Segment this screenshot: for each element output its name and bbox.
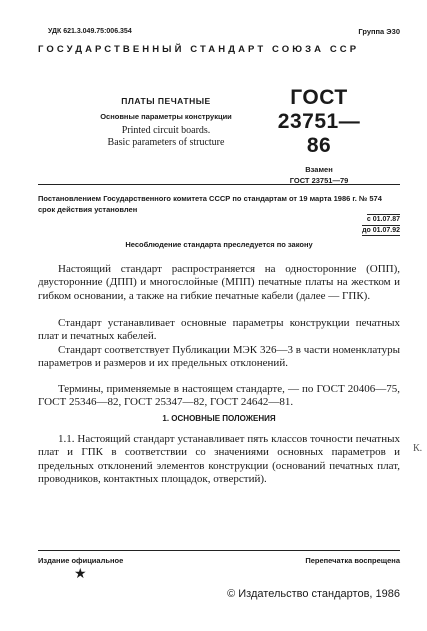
paragraph-parameters: Стандарт устанавливает основные параметры конструкции печатных плат и печатных кабелей. <box>38 317 400 343</box>
copyright-notice: © Издательство стандартов, 1986 <box>227 588 400 600</box>
paragraph-scope: Настоящий стандарт распространяется на односторонние (ОПП), двусторонние (ДПП) и многослойные (МПП) печатные платы на жестком и гибком основании, а также на гибкие печатные кабели (далее — ГПК). <box>38 263 400 302</box>
gost-label: ГОСТ <box>290 86 348 109</box>
standard-type-header: ГОСУДАРСТВЕННЫЙ СТАНДАРТ СОЮЗА ССР <box>38 44 360 55</box>
title-en: Printed circuit boards. <box>121 125 211 136</box>
bottom-divider <box>38 550 400 551</box>
decree-text: Постановлением Государственного комитета СССР по стандартам от 19 марта 1986 г. № 574 срок действия установлен <box>38 194 382 214</box>
reprint-prohibited-label: Перепечатка воспрещена <box>305 556 400 565</box>
subtitle-ru: Основные параметры конструкции <box>100 112 232 121</box>
group-code: Группа Э30 <box>358 27 400 36</box>
star-icon: ★ <box>74 567 87 582</box>
top-divider <box>38 184 400 185</box>
margin-handwritten-note: К. <box>413 443 423 454</box>
section-heading: 1. ОСНОВНЫЕ ПОЛОЖЕНИЯ <box>162 414 276 423</box>
udk-code: УДК 621.3.049.75:006.354 <box>48 28 132 35</box>
paragraph-terms: Термины, применяемые в настоящем стандарте, — по ГОСТ 20406—75, ГОСТ 25346—82, ГОСТ 25347—82, ГОСТ 24642—81. <box>38 383 400 409</box>
official-edition-label: Издание официальное <box>38 556 124 565</box>
replaces-label: Взамен <box>305 165 333 174</box>
gost-number: 23751—86 <box>277 110 361 157</box>
title-ru: ПЛАТЫ ПЕЧАТНЫЕ <box>121 96 211 106</box>
title-block <box>70 96 262 149</box>
legal-notice: Несоблюдение стандарта преследуется по закону <box>125 240 313 249</box>
validity-date-to: до 01.07.92 <box>362 227 400 234</box>
gost-block <box>268 86 370 185</box>
subtitle-en: Basic parameters of structure <box>107 137 225 148</box>
paragraph-accuracy-classes: 1.1. Настоящий стандарт устанавливает пять классов точности печатных плат и ГПК в соответствии со значениями основных параметров и предельных отклонений элементов конструкции (оснований печатных плат, проводников, контактных площадок, отверстий). <box>38 433 400 486</box>
replaces-value: ГОСТ 23751—79 <box>289 176 349 185</box>
validity-date-from: с 01.07.87 <box>366 216 400 223</box>
paragraph-iec: Стандарт соответствует Публикации МЭК 326—3 в части номенклатуры параметров и размеров и их предельных отклонений. <box>38 344 400 370</box>
